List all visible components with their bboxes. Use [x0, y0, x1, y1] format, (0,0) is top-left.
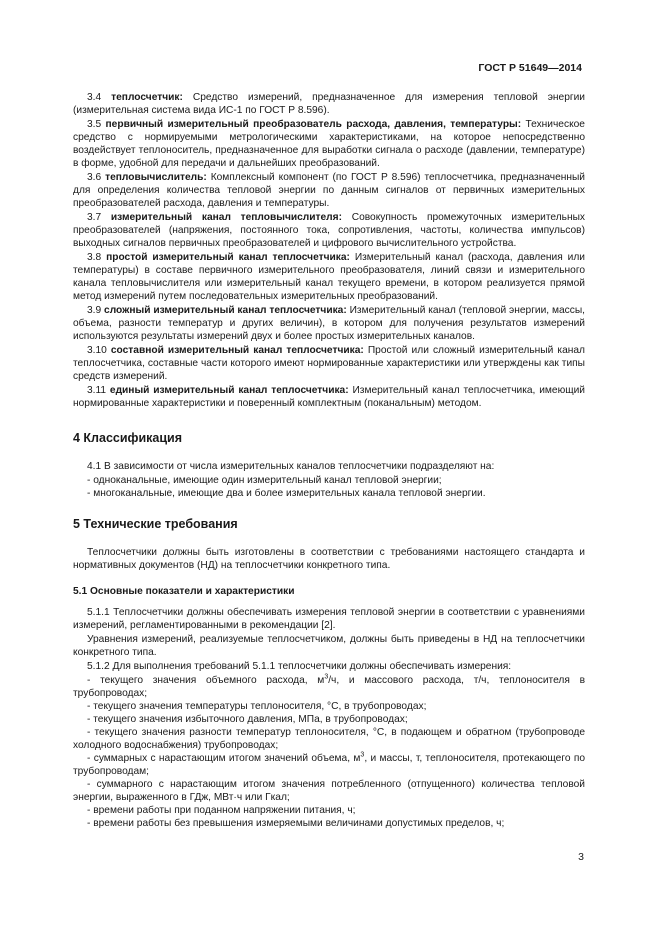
s512-item-6: - суммарного с нарастающим итогом значения потребленного (отпущенного) количества тепловой энергии, выраженного в ГДж, МВт·ч или Гкал;	[73, 779, 585, 803]
subsection-5-1-heading: 5.1 Основные показатели и характеристики	[73, 586, 295, 597]
def-3-8: 3.8 простой измерительный канал теплосчетчика: Измерительный канал (расхода, давления или температуры) в составе первичного измерительного преобразователя, линий связи и измерительного канала тепловычислителя или измерительный канал текущего времени, в котором реализуется прямой метод измерений путем последовательных измерительных преобразований.	[73, 252, 585, 302]
def-3-6: 3.6 тепловычислитель: Комплексный компонент (по ГОСТ Р 8.596) теплосчетчика, предназначенный для определения количества тепловой энергии по данным сигналов от первичных измерительных преобразователей расхода, давления и температуры.	[73, 172, 585, 209]
s512-item-4: - текущего значения разности температур теплоносителя, °С, в подающем и обратном (трубопроводе холодного водоснабжения) трубопроводах;	[73, 727, 585, 751]
s512-item-5: - суммарных с нарастающим итогом значений объема, $м^3$, и массы, т, теплоносителя, протекающего по трубопроводам;	[73, 751, 585, 777]
s511-para2: Уравнения измерений, реализуемые теплосчетчиком, должны быть приведены в НД на теплосчетчики конкретного типа.	[73, 634, 585, 658]
s512-item-1: - текущего значения объемного расхода, $м^3/ч$, и массового расхода, т/ч, теплоносителя в трубопроводах;	[73, 673, 585, 699]
section-5-heading: 5 Технические требования	[73, 517, 238, 531]
section-4-heading: 4 Классификация	[73, 431, 183, 445]
subsection-5-1	[73, 585, 585, 598]
section-4-body	[73, 460, 585, 500]
section-4	[73, 432, 585, 445]
s512-para: 5.1.2 Для выполнения требований 5.1.1 теплосчетчики должны обеспечивать измерения:	[87, 661, 512, 672]
page-number: 3	[578, 851, 584, 863]
s512-item-7: - времени работы при поданном напряжении питания, ч;	[87, 805, 356, 816]
def-3-10: 3.10 составной измерительный канал теплосчетчика: Простой или сложный измерительный канал теплосчетчика, составные части которого имеют нормированные характеристики или утверждены как типы средств измерений.	[73, 345, 585, 382]
s512-item-2: - текущего значения температуры теплоносителя, °С, в трубопроводах;	[87, 701, 427, 712]
def-3-7: 3.7 измерительный канал тепловычислителя: Совокупность промежуточных измерительных преобразователей (напряжения, постоянного тока, сопротивления, частоты, количества импульсов) выходных сигналов первичных преобразователей и цифрового вычислительного устройства.	[73, 212, 585, 249]
s512-item-3: - текущего значения избыточного давления, МПа, в трубопроводах;	[87, 714, 408, 725]
def-3-11: 3.11 единый измерительный канал теплосчетчика: Измерительный канал теплосчетчика, имеющий нормированные характеристики и поверенный комплектным (поканальным) методом.	[73, 385, 585, 409]
s5-intro-text: Теплосчетчики должны быть изготовлены в соответствии с требованиями настоящего стандарта и нормативных документов (НД) на теплосчетчики конкретного типа.	[73, 547, 585, 571]
standard-id: ГОСТ Р 51649—2014	[478, 62, 582, 74]
def-3-4: 3.4 теплосчетчик: Средство измерений, предназначенное для измерения тепловой энергии (измерительная система вида ИС-1 по ГОСТ Р 8.596).	[73, 92, 585, 116]
s4-item-1: - одноканальные, имеющие один измерительный канал тепловой энергии;	[87, 475, 442, 486]
s511-para: 5.1.1 Теплосчетчики должны обеспечивать измерения тепловой энергии в соответствии с уравнениями измерений, регламентированными в рекомендации [2].	[73, 607, 585, 631]
section-5-intro	[73, 546, 585, 573]
s4-intro: 4.1 В зависимости от числа измерительных каналов теплосчетчики подразделяют на:	[87, 461, 495, 472]
s512-item-8: - времени работы без превышения измеряемыми величинами допустимых пределов, ч;	[87, 818, 505, 829]
s4-item-2: - многоканальные, имеющие два и более измерительных канала тепловой энергии.	[87, 488, 486, 499]
subsection-5-1-body	[73, 606, 585, 830]
definitions-section	[73, 91, 585, 411]
def-3-9: 3.9 сложный измерительный канал теплосчетчика: Измерительный канал (тепловой энергии, массы, объема, разности температур и других величин), в котором для получения результатов измерений используются результаты измерений двух и более простых измерительных каналов.	[73, 305, 585, 342]
section-5	[73, 518, 585, 531]
def-3-5: 3.5 первичный измерительный преобразователь расхода, давления, температуры: Техническое средство с нормируемыми метрологическими характеристиками, на которое непосредственно воздействует теплоноситель, предназначенное для выработки сигнала о расходе (давлении, температуре) в форме, удобной для передачи и дальнейших преобразований.	[73, 119, 585, 169]
